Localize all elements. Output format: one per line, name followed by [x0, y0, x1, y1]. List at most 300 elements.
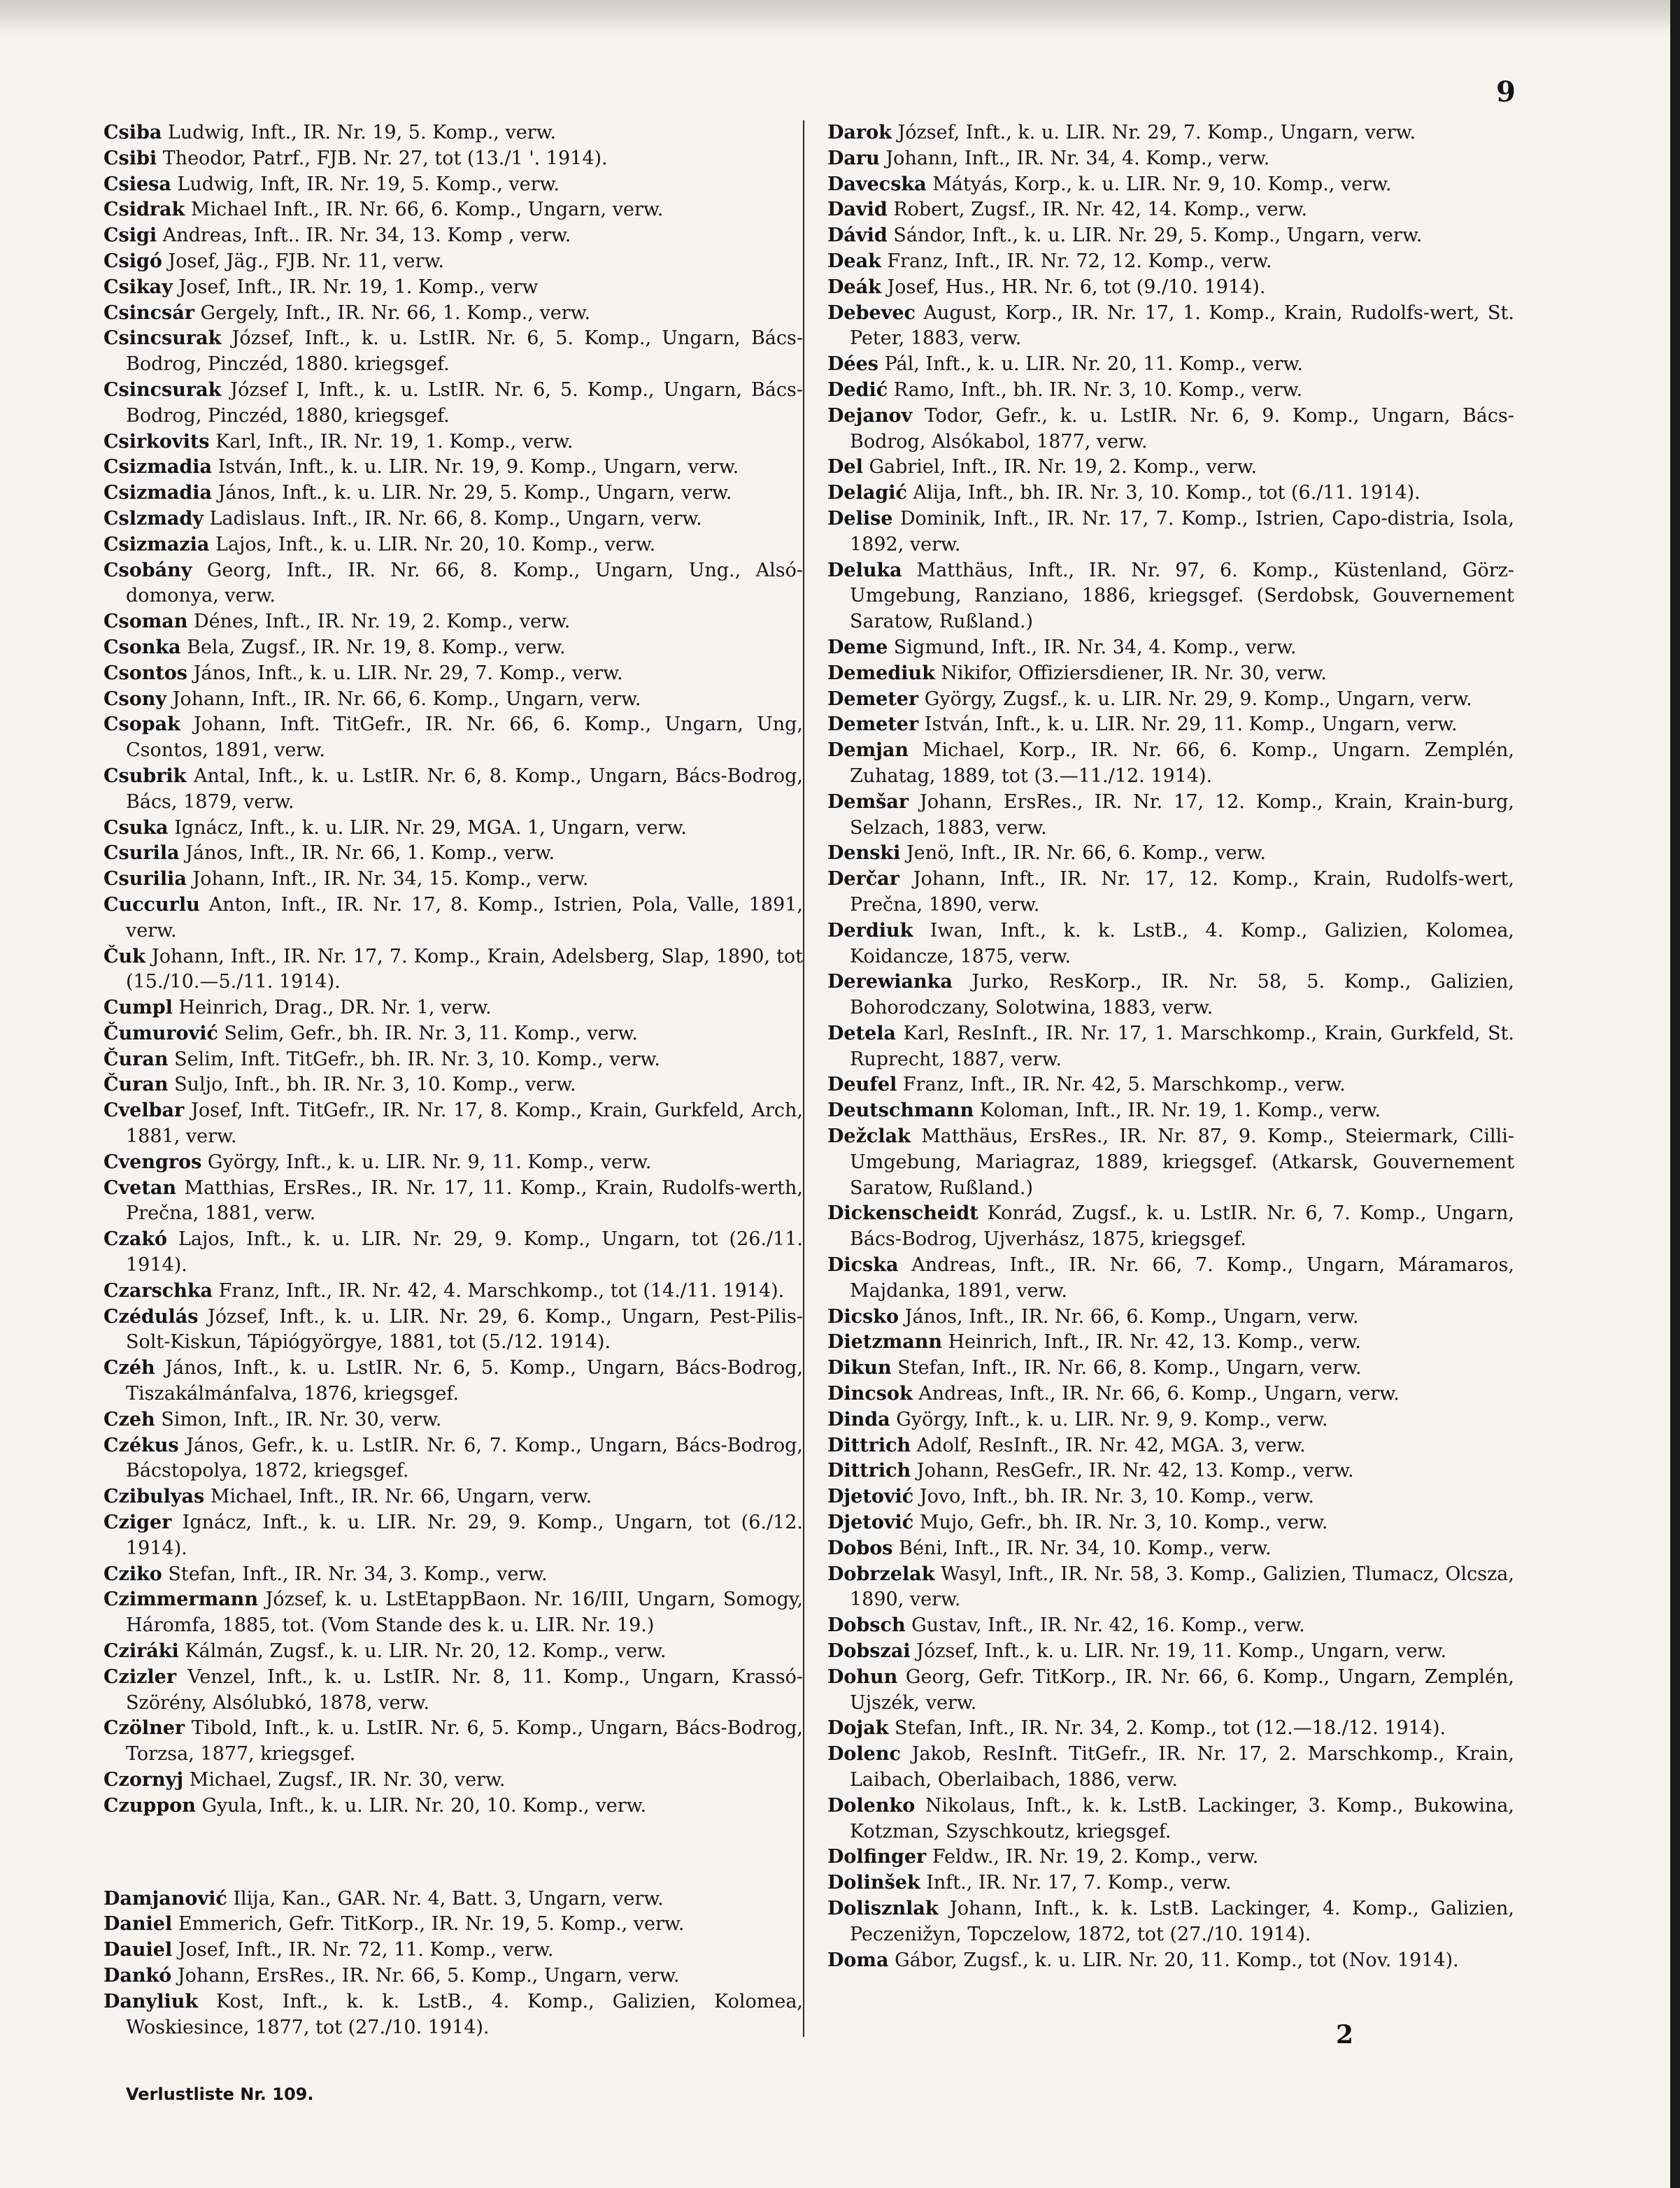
entry-details: Theodor, Patrf., FJB. Nr. 27, tot (13./1 '. 1914).	[157, 147, 608, 169]
entry-details: Dominik, Inft., IR. Nr. 17, 7. Komp., Istrien, Capo-distria, Isola, 1892, verw.	[850, 507, 1514, 555]
entry-surname: Čuran	[104, 1048, 169, 1070]
entry-details: Andreas, Inft.. IR. Nr. 34, 13. Komp , verw.	[157, 225, 571, 247]
casualty-entry	[104, 558, 803, 610]
entry-details: Johann, Inft., IR. Nr. 66, 6. Komp., Ungarn, verw.	[166, 688, 641, 710]
entry-surname: Demeter	[827, 713, 919, 736]
entry-details: Suljo, Inft., bh. IR. Nr. 3, 10. Komp., verw.	[168, 1074, 576, 1096]
entry-surname: Djetović	[827, 1512, 914, 1534]
casualty-entry	[827, 378, 1514, 404]
entry-details: Ilija, Kan., GAR. Nr. 4, Batt. 3, Ungarn, verw.	[227, 1887, 664, 1910]
casualty-entry	[104, 661, 803, 687]
casualty-entry	[104, 1587, 803, 1639]
entry-surname: Dežclak	[827, 1125, 911, 1148]
entry-details: Koloman, Inft., IR. Nr. 19, 1. Komp., verw.	[974, 1100, 1381, 1122]
entry-details: Tibold, Inft., k. u. LstIR. Nr. 6, 5. Komp., Ungarn, Bács-Bodrog, Torzsa, 1877, kriegsgef.	[126, 1717, 803, 1766]
casualty-entry	[104, 1150, 803, 1176]
casualty-entry	[104, 1768, 803, 1793]
entry-details: István, Inft., k. u. LIR. Nr. 19, 9. Komp., Ungarn, verw.	[211, 456, 739, 478]
entry-surname: Dankó	[104, 1964, 172, 1987]
entry-details: Franz, Inft., IR. Nr. 42, 5. Marschkomp., verw.	[897, 1074, 1346, 1096]
entry-details: Béni, Inft., IR. Nr. 34, 10. Komp., verw.	[892, 1537, 1272, 1559]
casualty-entry	[827, 1330, 1514, 1356]
column-divider	[803, 120, 804, 2037]
casualty-entry	[104, 867, 803, 893]
entry-surname: Dinda	[827, 1408, 890, 1430]
entry-details: Iwan, Inft., k. k. LstB., 4. Komp., Galizien, Kolomea, Koidancze, 1875, verw.	[850, 919, 1514, 967]
entry-details: Johann, Inft., IR. Nr. 17, 7. Komp., Krain, Adelsberg, Slap, 1890, tot (15./10.—5./11. 1914).	[126, 945, 803, 993]
entry-surname: Deluka	[827, 559, 902, 581]
casualty-entry	[827, 1407, 1514, 1433]
entry-details: Bela, Zugsf., IR. Nr. 19, 8. Komp., verw.	[180, 636, 566, 658]
entry-surname: Dincsok	[827, 1383, 913, 1405]
entry-details: György, Zugsf., k. u. LIR. Nr. 29, 9. Komp., Ungarn, verw.	[918, 688, 1472, 710]
casualty-entry	[827, 1510, 1514, 1536]
casualty-entry	[104, 532, 803, 558]
casualty-entry	[827, 1458, 1514, 1484]
casualty-entry	[827, 867, 1514, 918]
entry-details: Josef, Inft. TitGefr., IR. Nr. 17, 8. Komp., Krain, Gurkfeld, Arch, 1881, verw.	[126, 1100, 803, 1148]
casualty-entry	[827, 1639, 1514, 1665]
entry-details: Heinrich, Drag., DR. Nr. 1, verw.	[172, 997, 492, 1019]
entry-surname: Dejanov	[827, 404, 913, 427]
page-number: 9	[1496, 76, 1516, 108]
entry-details: György, Inft., k. u. LIR. Nr. 9, 9. Komp., verw.	[890, 1408, 1328, 1430]
casualty-entry	[104, 429, 803, 455]
casualty-entry	[104, 1665, 803, 1717]
entry-surname: Dietzmann	[827, 1331, 942, 1354]
entry-surname: Csincsurak	[104, 378, 222, 401]
casualty-entry	[827, 1870, 1514, 1896]
entry-details: Wasyl, Inft., IR. Nr. 58, 3. Komp., Galizien, Tlumacz, Olcsza, 1890, verw.	[850, 1563, 1514, 1611]
casualty-entry	[827, 1484, 1514, 1510]
casualty-entry	[104, 1227, 803, 1279]
entry-surname: Dávid	[827, 225, 888, 247]
casualty-entry	[104, 378, 803, 429]
casualty-entry	[104, 1484, 803, 1510]
casualty-entry	[104, 326, 803, 378]
casualty-entry	[104, 1562, 803, 1588]
entry-surname: Cumpl	[104, 997, 173, 1019]
entry-details: Jurko, ResKorp., IR. Nr. 58, 5. Komp., Galizien, Bohorodczany, Solotwina, 1883, verw.	[850, 971, 1514, 1019]
casualty-entry	[104, 1887, 803, 1912]
casualty-entry	[104, 687, 803, 713]
signature-mark: 2	[1336, 2020, 1354, 2050]
entry-details: Sigmund, Inft., IR. Nr. 34, 4. Komp., verw.	[888, 636, 1297, 658]
casualty-entry	[827, 1201, 1514, 1253]
entry-details: Simon, Inft., IR. Nr. 30, verw.	[155, 1408, 442, 1430]
entry-details: Kost, Inft., k. k. LstB., 4. Komp., Galizien, Kolomea, Woskiesince, 1877, tot (27./10. 1914).	[126, 1990, 803, 2038]
casualty-entry	[827, 455, 1514, 481]
entry-surname: Czibulyas	[104, 1486, 205, 1508]
entry-details: Franz, Inft., IR. Nr. 72, 12. Komp., verw.	[881, 250, 1272, 272]
casualty-entry	[104, 120, 803, 146]
entry-details: Johann, Inft., IR. Nr. 17, 12. Komp., Krain, Rudolfs-wert, Prečna, 1890, verw.	[850, 868, 1514, 916]
entry-surname: Derewianka	[827, 971, 953, 993]
entry-surname: Deutschmann	[827, 1100, 974, 1122]
entry-surname: Czölner	[104, 1717, 185, 1740]
entry-details: Andreas, Inft., IR. Nr. 66, 6. Komp., Ungarn, verw.	[912, 1383, 1400, 1405]
entry-details: Jenö, Inft., IR. Nr. 66, 6. Komp., verw.	[900, 842, 1266, 865]
casualty-entry	[104, 764, 803, 816]
entry-details: August, Korp., IR. Nr. 17, 1. Komp., Krain, Rudolfs-wert, St. Peter, 1883, verw.	[850, 301, 1514, 350]
casualty-entry	[827, 635, 1514, 661]
casualty-entry	[827, 275, 1514, 301]
casualty-entry	[104, 481, 803, 506]
entry-surname: Csuka	[104, 816, 169, 839]
casualty-entry	[827, 1845, 1514, 1870]
entry-surname: Czizler	[104, 1665, 177, 1688]
casualty-entry	[827, 1305, 1514, 1330]
entry-surname: Csigi	[104, 225, 157, 247]
entry-surname: Debevec	[827, 301, 916, 324]
entry-details: Ludwig, Inft., IR. Nr. 19, 5. Komp., verw.	[162, 122, 557, 143]
entry-surname: Cvengros	[104, 1151, 202, 1173]
entry-details: Ludwig, Inft, IR. Nr. 19, 5. Komp., verw.	[171, 173, 560, 195]
entry-surname: Dojak	[827, 1717, 889, 1740]
entry-surname: Czeh	[104, 1408, 155, 1430]
entry-details: Stefan, Inft., IR. Nr. 66, 8. Komp., Ungarn, verw.	[891, 1357, 1362, 1379]
entry-details: József, Inft., k. u. LIR. Nr. 29, 6. Komp., Ungarn, Pest-Pilis-Solt-Kiskun, Tápiógyörgye, 1881, tot (5./12. 1914).	[126, 1305, 803, 1354]
casualty-entry	[827, 1536, 1514, 1562]
entry-details: Matthias, ErsRes., IR. Nr. 17, 11. Komp., Krain, Rudolfs-werth, Prečna, 1881, verw.	[126, 1177, 803, 1225]
entry-details: József I, Inft., k. u. LstIR. Nr. 6, 5. Komp., Ungarn, Bács-Bodrog, Pinczéd, 1880, kriegsgef.	[126, 378, 803, 427]
entry-details: Johann, Inft., IR. Nr. 34, 15. Komp., verw.	[186, 868, 589, 890]
entry-surname: Dolisznlak	[827, 1897, 939, 1919]
entry-details: Ladislaus. Inft., IR. Nr. 66, 8. Komp., Ungarn, verw.	[203, 507, 702, 530]
entry-details: József, Inft., k. u. LIR. Nr. 29, 7. Komp., Ungarn, verw.	[891, 122, 1416, 143]
entry-details: Inft., IR. Nr. 17, 7. Komp., verw.	[920, 1872, 1232, 1894]
entry-details: Jovo, Inft., bh. IR. Nr. 3, 10. Komp., verw.	[913, 1486, 1314, 1508]
entry-details: Johann, ResGefr., IR. Nr. 42, 13. Komp., verw.	[911, 1460, 1354, 1482]
entry-surname: Denski	[827, 842, 901, 865]
entry-details: Michael, Korp., IR. Nr. 66, 6. Komp., Ungarn. Zemplén, Zuhatag, 1889, tot (3.—11./12. 1914).	[850, 739, 1514, 787]
entry-details: Pál, Inft., k. u. LIR. Nr. 20, 11. Komp., verw.	[878, 353, 1303, 376]
casualty-entry	[827, 661, 1514, 687]
casualty-entry	[104, 995, 803, 1021]
casualty-entry	[104, 1716, 803, 1768]
entry-details: Johann, ErsRes., IR. Nr. 66, 5. Komp., Ungarn, verw.	[171, 1964, 680, 1987]
entry-details: Emmerich, Gefr. TitKorp., IR. Nr. 19, 5. Komp., verw.	[172, 1913, 685, 1935]
casualty-entry	[827, 738, 1514, 790]
entry-surname: Czimmermann	[104, 1589, 258, 1611]
entry-details: József, Inft., k. u. LIR. Nr. 19, 11. Komp., Ungarn, verw.	[910, 1640, 1447, 1663]
entry-details: Johann, Inft. TitGefr., IR. Nr. 66, 6. Komp., Ungarn, Ung, Csontos, 1891, verw.	[126, 713, 803, 762]
entry-details: Georg, Inft., IR. Nr. 66, 8. Komp., Ungarn, Ung., Alsó-domonya, verw.	[126, 559, 803, 607]
entry-details: Matthäus, ErsRes., IR. Nr. 87, 9. Komp., Steiermark, Cilli-Umgebung, Mariagraz, 1889, kriegsgef. (Atkarsk, Gouvernement Saratow, Rußland.)	[850, 1125, 1514, 1199]
entry-details: Josef, Inft., IR. Nr. 72, 11. Komp., verw.	[172, 1939, 554, 1961]
entry-surname: Csincsurak	[104, 327, 222, 350]
casualty-entry	[104, 1639, 803, 1665]
entry-details: Andreas, Inft., IR. Nr. 66, 7. Komp., Ungarn, Máramaros, Majdanka, 1891, verw.	[850, 1254, 1514, 1302]
entry-details: Mátyás, Korp., k. u. LIR. Nr. 9, 10. Komp., verw.	[926, 173, 1392, 195]
entry-surname: Cziger	[104, 1512, 172, 1534]
entry-surname: Dicska	[827, 1254, 899, 1277]
entry-details: Ignácz, Inft., k. u. LIR. Nr. 29, MGA. 1, Ungarn, verw.	[168, 816, 687, 839]
casualty-entry	[827, 918, 1514, 970]
casualty-entry	[827, 1716, 1514, 1742]
entry-surname: Csobány	[104, 559, 192, 581]
casualty-entry	[827, 1072, 1514, 1098]
casualty-entry	[104, 1407, 803, 1433]
right-column-entries	[827, 120, 1514, 1973]
casualty-entry	[827, 223, 1514, 249]
entry-details: Jakob, ResInft. TitGefr., IR. Nr. 17, 2. Marschkomp., Krain, Laibach, Oberlaibach, 1886, verw.	[850, 1743, 1514, 1791]
entry-surname: Csigó	[104, 250, 162, 272]
entry-details: Nikifor, Offiziersdiener, IR. Nr. 30, verw.	[934, 662, 1327, 684]
entry-surname: Dickenscheidt	[827, 1202, 978, 1225]
casualty-entry	[827, 1613, 1514, 1639]
casualty-entry	[104, 816, 803, 841]
scan-edge-top	[0, 0, 1680, 31]
entry-surname: Czakó	[104, 1228, 168, 1251]
casualty-entry	[827, 1381, 1514, 1407]
casualty-entry	[104, 1356, 803, 1407]
casualty-entry	[827, 1021, 1514, 1073]
entry-surname: Czuppon	[104, 1794, 196, 1817]
casualty-entry	[827, 687, 1514, 713]
entry-surname: Csony	[104, 688, 167, 710]
entry-details: János, Gefr., k. u. LstIR. Nr. 6, 7. Komp., Ungarn, Bács-Bodrog, Bácstopolya, 1872, kriegsgef.	[126, 1434, 803, 1482]
entry-details: József, k. u. LstEtappBaon. Nr. 16/III, Ungarn, Somogy, Háromfa, 1885, tot. (Vom Stande des k. u. LIR. Nr. 19.)	[126, 1589, 803, 1637]
entry-surname: Doma	[827, 1949, 889, 1971]
entry-details: Stefan, Inft., IR. Nr. 34, 3. Komp., verw.	[162, 1563, 548, 1585]
scan-edge-right	[1670, 0, 1680, 2188]
entry-details: Michael Inft., IR. Nr. 66, 6. Komp., Ungarn, verw.	[185, 199, 664, 221]
left-column-entries	[104, 120, 803, 1819]
entry-surname: Csopak	[104, 713, 180, 736]
casualty-entry	[104, 197, 803, 223]
casualty-entry	[827, 249, 1514, 275]
entry-details: Ramo, Inft., bh. IR. Nr. 3, 10. Komp., verw.	[888, 378, 1303, 401]
casualty-entry	[827, 120, 1514, 146]
entry-details: Gyula, Inft., k. u. LIR. Nr. 20, 10. Komp., verw.	[195, 1794, 647, 1817]
entry-surname: Csontos	[104, 662, 188, 684]
entry-details: Sándor, Inft., k. u. LIR. Nr. 29, 5. Komp., Ungarn, verw.	[887, 225, 1423, 247]
entry-surname: Dittrich	[827, 1434, 911, 1456]
casualty-entry	[104, 944, 803, 996]
casualty-entry	[827, 352, 1514, 378]
entry-surname: Cslzmady	[104, 507, 204, 530]
entry-surname: Cuccurlu	[104, 893, 200, 916]
entry-surname: Csoman	[104, 611, 188, 633]
entry-surname: Detela	[827, 1022, 896, 1044]
entry-details: Selim, Inft. TitGefr., bh. IR. Nr. 3, 10. Komp., verw.	[168, 1048, 660, 1070]
casualty-entry	[827, 172, 1514, 198]
casualty-entry	[104, 841, 803, 867]
entry-details: János, Inft., k. u. LIR. Nr. 29, 5. Komp., Ungarn, verw.	[211, 482, 732, 504]
entry-details: Gábor, Zugsf., k. u. LIR. Nr. 20, 11. Komp., tot (Nov. 1914).	[888, 1949, 1459, 1971]
casualty-entry	[827, 197, 1514, 223]
entry-surname: Čumurović	[104, 1022, 218, 1044]
entry-details: János, Inft., IR. Nr. 66, 1. Komp., verw.	[179, 842, 555, 865]
entry-surname: Csibi	[104, 147, 157, 169]
entry-surname: Danyliuk	[104, 1990, 199, 2012]
entry-details: Lajos, Inft., k. u. LIR. Nr. 20, 10. Komp., verw.	[209, 533, 656, 555]
casualty-entry	[827, 481, 1514, 506]
casualty-entry	[104, 893, 803, 944]
entry-surname: Csidrak	[104, 199, 185, 221]
entry-details: Michael, Zugsf., IR. Nr. 30, verw.	[183, 1769, 506, 1791]
casualty-entry	[104, 172, 803, 198]
entry-details: József, Inft., k. u. LstIR. Nr. 6, 5. Komp., Ungarn, Bács-Bodrog, Pinczéd, 1880. kriegsgef.	[126, 327, 803, 376]
entry-surname: Deme	[827, 636, 888, 658]
entry-surname: Čuran	[104, 1074, 169, 1096]
entry-details: Matthäus, Inft., IR. Nr. 97, 6. Komp., Küstenland, Görz-Umgebung, Ranziano, 1886, kriegsgef. (Serdobsk, Gouvernement Saratow, Rußland.)	[850, 559, 1514, 633]
entry-surname: Cziráki	[104, 1640, 179, 1663]
casualty-entry	[104, 1912, 803, 1938]
casualty-entry	[827, 712, 1514, 738]
entry-details: Josef, Jäg., FJB. Nr. 11, verw.	[162, 250, 444, 272]
entry-details: Heinrich, Inft., IR. Nr. 42, 13. Komp., verw.	[941, 1331, 1361, 1354]
entry-surname: Djetović	[827, 1486, 914, 1508]
entry-surname: Cziko	[104, 1563, 162, 1585]
entry-surname: Csizmazia	[104, 533, 210, 555]
entry-surname: Csincsár	[104, 301, 194, 324]
casualty-entry	[104, 455, 803, 481]
casualty-entry	[827, 558, 1514, 635]
entry-surname: Demjan	[827, 739, 909, 762]
casualty-entry	[827, 1253, 1514, 1305]
entry-surname: Delise	[827, 507, 893, 530]
entry-details: Konrád, Zugsf., k. u. LstIR. Nr. 6, 7. Komp., Ungarn, Bács-Bodrog, Ujverhász, 1875, kriegsgef.	[850, 1202, 1514, 1251]
section-gap	[104, 1819, 803, 1887]
casualty-entry	[104, 1963, 803, 1989]
casualty-entry	[104, 1047, 803, 1073]
casualty-entry	[827, 1742, 1514, 1793]
casualty-entry	[827, 506, 1514, 558]
entry-details: Gustav, Inft., IR. Nr. 42, 16. Komp., verw.	[905, 1614, 1305, 1637]
entry-details: Adolf, ResInft., IR. Nr. 42, MGA. 3, verw.	[911, 1434, 1306, 1456]
entry-surname: Dobos	[827, 1537, 893, 1559]
entry-details: Johann, Inft., k. k. LstB. Lackinger, 4. Komp., Galizien, Peczenižyn, Topczelow, 1872, tot (27./10. 1914).	[850, 1897, 1514, 1945]
entry-details: Feldw., IR. Nr. 19, 2. Komp., verw.	[926, 1846, 1259, 1868]
casualty-entry	[104, 1072, 803, 1098]
entry-details: István, Inft., k. u. LIR. Nr. 29, 11. Komp., Ungarn, verw.	[918, 713, 1458, 736]
casualty-entry	[104, 301, 803, 327]
entry-details: György, Inft., k. u. LIR. Nr. 9, 11. Komp., verw.	[201, 1151, 652, 1173]
entry-surname: Dittrich	[827, 1460, 911, 1482]
entry-surname: Dées	[827, 353, 878, 376]
casualty-entry	[104, 1279, 803, 1305]
entry-surname: Dikun	[827, 1357, 892, 1379]
entry-surname: Dedić	[827, 378, 888, 401]
entry-details: Johann, Inft., IR. Nr. 34, 4. Komp., verw.	[879, 147, 1270, 169]
entry-surname: Czékus	[104, 1434, 179, 1456]
entry-surname: Csirkovits	[104, 430, 210, 453]
entry-details: Karl, Inft., IR. Nr. 19, 1. Komp., verw.	[209, 430, 574, 453]
entry-surname: Davecska	[827, 173, 927, 195]
casualty-entry	[104, 1305, 803, 1356]
entry-surname: Čuk	[104, 945, 145, 967]
entry-details: Nikolaus, Inft., k. k. LstB. Lackinger, 3. Komp., Bukowina, Kotzman, Szyschkoutz, kriegsgef.	[850, 1794, 1514, 1842]
entry-surname: Deak	[827, 250, 881, 272]
casualty-entry	[827, 404, 1514, 455]
casualty-entry	[104, 635, 803, 661]
entry-surname: Csizmadia	[104, 482, 212, 504]
entry-details: Georg, Gefr. TitKorp., IR. Nr. 66, 6. Komp., Ungarn, Zemplén, Ujszék, verw.	[850, 1665, 1514, 1714]
casualty-entry	[827, 969, 1514, 1021]
casualty-entry	[827, 1356, 1514, 1381]
casualty-entry	[104, 506, 803, 532]
casualty-entry	[827, 1098, 1514, 1124]
casualty-entry	[827, 1124, 1514, 1201]
entry-details: Gabriel, Inft., IR. Nr. 19, 2. Komp., verw.	[862, 456, 1258, 478]
entry-surname: Derdiuk	[827, 919, 913, 942]
casualty-entry	[104, 1098, 803, 1150]
casualty-entry	[104, 609, 803, 635]
entry-surname: Del	[827, 456, 863, 478]
casualty-entry	[104, 1989, 803, 2041]
entry-surname: Dauiel	[104, 1939, 173, 1961]
casualty-entry	[827, 301, 1514, 353]
entry-surname: Dobszai	[827, 1640, 911, 1663]
entry-surname: Darok	[827, 122, 892, 143]
left-column	[104, 120, 803, 2040]
entry-surname: Csikay	[104, 276, 173, 298]
entry-details: Lajos, Inft., k. u. LIR. Nr. 29, 9. Komp., Ungarn, tot (26./11. 1914).	[126, 1228, 803, 1277]
casualty-entry	[104, 249, 803, 275]
entry-surname: Damjanović	[104, 1887, 227, 1910]
entry-surname: Czédulás	[104, 1305, 199, 1328]
entry-details: Josef, Inft., IR. Nr. 19, 1. Komp., verw	[172, 276, 539, 298]
entry-surname: Derčar	[827, 868, 899, 890]
entry-details: Kálmán, Zugsf., k. u. LIR. Nr. 20, 12. Komp., verw.	[178, 1640, 667, 1663]
entry-surname: Dolenko	[827, 1794, 916, 1817]
casualty-entry	[104, 1433, 803, 1485]
entry-surname: Csurilia	[104, 868, 187, 890]
entry-surname: Deák	[827, 276, 881, 298]
casualty-entry	[104, 1176, 803, 1228]
casualty-entry	[104, 1793, 803, 1819]
casualty-entry	[827, 1793, 1514, 1845]
entry-details: Antal, Inft., k. u. LstIR. Nr. 6, 8. Komp., Ungarn, Bács-Bodrog, Bács, 1879, verw.	[126, 765, 803, 813]
entry-details: Venzel, Inft., k. u. LstIR. Nr. 8, 11. Komp., Ungarn, Krassó-Szörény, Alsólubkó, 1878, verw.	[126, 1665, 803, 1714]
entry-details: Dénes, Inft., IR. Nr. 19, 2. Komp., verw.	[187, 611, 571, 633]
entry-details: János, Inft., k. u. LIR. Nr. 29, 7. Komp., verw.	[187, 662, 623, 684]
entry-surname: Dobrzelak	[827, 1563, 935, 1585]
entry-details: Selim, Gefr., bh. IR. Nr. 3, 11. Komp., verw.	[218, 1022, 638, 1044]
casualty-entry	[104, 712, 803, 764]
entry-details: Karl, ResInft., IR. Nr. 17, 1. Marschkomp., Krain, Gurkfeld, St. Ruprecht, 1887, verw.	[850, 1022, 1514, 1070]
entry-details: Michael, Inft., IR. Nr. 66, Ungarn, verw.	[204, 1486, 592, 1508]
casualty-entry	[104, 1510, 803, 1562]
entry-surname: Daru	[827, 147, 880, 169]
casualty-entry	[827, 1665, 1514, 1717]
casualty-entry	[827, 1948, 1514, 1974]
entry-details: Todor, Gefr., k. u. LstIR. Nr. 6, 9. Komp., Ungarn, Bács-Bodrog, Alsókabol, 1877, verw.	[850, 404, 1514, 453]
entry-details: Johann, ErsRes., IR. Nr. 17, 12. Komp., Krain, Krain-burg, Selzach, 1883, verw.	[850, 790, 1514, 839]
entry-surname: Dolenc	[827, 1743, 901, 1766]
entry-surname: Dobsch	[827, 1614, 906, 1637]
left-column-d-entries	[104, 1887, 803, 2041]
entry-details: Alija, Inft., bh. IR. Nr. 3, 10. Komp., tot (6./11. 1914).	[906, 482, 1421, 504]
casualty-entry	[104, 223, 803, 249]
right-column	[827, 120, 1514, 1973]
entry-surname: Dicsko	[827, 1305, 899, 1328]
casualty-entry	[104, 146, 803, 172]
casualty-entry	[827, 1433, 1514, 1459]
entry-surname: Demšar	[827, 790, 909, 813]
entry-details: Gergely, Inft., IR. Nr. 66, 1. Komp., verw.	[194, 301, 591, 324]
entry-details: Josef, Hus., HR. Nr. 6, tot (9./10. 1914).	[881, 276, 1266, 298]
casualty-entry	[104, 1021, 803, 1047]
entry-details: János, Inft., IR. Nr. 66, 6. Komp., Ungarn, verw.	[899, 1305, 1359, 1328]
entry-surname: Csonka	[104, 636, 181, 658]
entry-details: János, Inft., k. u. LstIR. Nr. 6, 5. Komp., Ungarn, Bács-Bodrog, Tiszakálmánfalva, 1876, kriegsgef.	[126, 1357, 803, 1405]
entry-surname: Dolfinger	[827, 1846, 927, 1868]
casualty-entry	[827, 1562, 1514, 1614]
entry-surname: Csiba	[104, 122, 162, 143]
